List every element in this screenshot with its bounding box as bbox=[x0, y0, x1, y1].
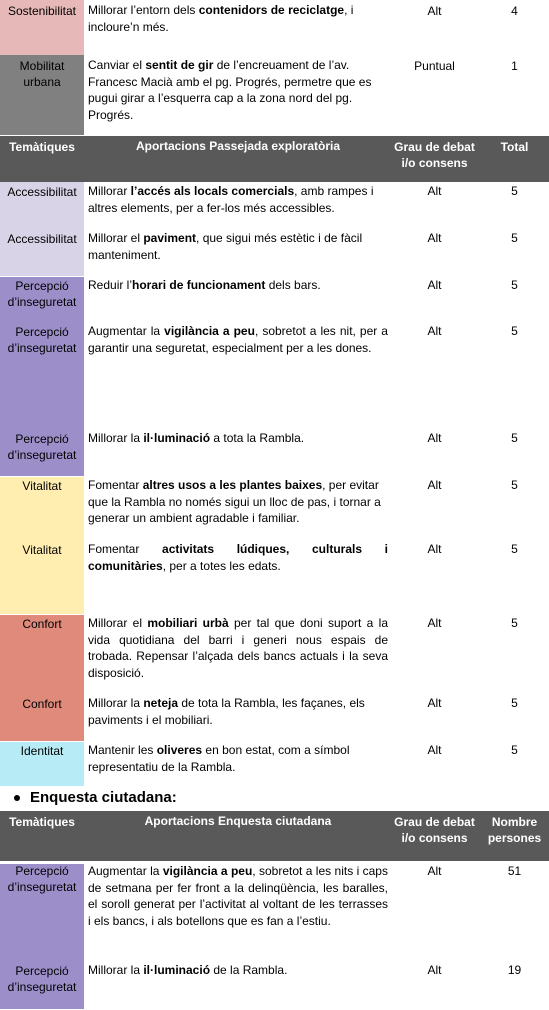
header-grau: Grau de debat i/o consens bbox=[394, 140, 475, 170]
nombre-value: 19 bbox=[507, 963, 522, 977]
grau-value: Alt bbox=[427, 431, 442, 445]
total-value: 5 bbox=[511, 743, 518, 757]
grau-value: Alt bbox=[427, 963, 442, 977]
table-header bbox=[0, 136, 549, 182]
header-tematiques: Temàtiques bbox=[0, 136, 84, 182]
table-header bbox=[0, 811, 549, 861]
aportacio-text: Millorar el mobiliari urbà per tal que doni suport a la vida quotidiana del barri i generi nous espais de trobada. Repensar l’alçada dels bancs actuals i la seva disposició. bbox=[88, 616, 389, 680]
aportacio-text: Millorar el paviment, que sigui més estètic i de fàcil manteniment. bbox=[88, 231, 363, 262]
tematica-label: Accessibilitat bbox=[7, 185, 77, 199]
grau-value: Alt bbox=[427, 478, 442, 492]
total-value: 5 bbox=[511, 542, 518, 556]
tematica-label: Confort bbox=[22, 697, 62, 711]
tematica-label: Percepció d’inseguretat bbox=[7, 864, 77, 894]
grau-value: Alt bbox=[427, 542, 442, 556]
total-value: 5 bbox=[511, 478, 518, 492]
header-grau: Grau de debat i/o consens bbox=[394, 815, 475, 845]
aportacio-text: Millorar la il·luminació a tota la Rambla. bbox=[88, 431, 305, 445]
total-value: 5 bbox=[511, 184, 518, 198]
confort-block bbox=[0, 615, 84, 741]
total-value: 5 bbox=[511, 616, 518, 630]
aportacio-text: Fomentar activitats lúdiques, culturals i comunitàries, per a totes les edats. bbox=[88, 542, 389, 573]
aportacio-text: Mantenir les oliveres en bon estat, com a símbol representatiu de la Rambla. bbox=[88, 743, 350, 774]
aportacio-text: Millorar la neteja de tota la Rambla, les façanes, els paviments i el mobiliari. bbox=[88, 696, 365, 727]
header-nombre: Nombre persones bbox=[487, 815, 542, 845]
aportacio-text: Augmentar la vigilància a peu, sobretot a les nits i caps de setmana per fer front a la delinqüència, les baralles, el soroll generat per l’activitat al voltant de les terrasses i els bancs, i als botellons que es fan a l’estiu. bbox=[88, 864, 388, 928]
header-aportacions: Aportacions Enquesta ciutadana bbox=[144, 814, 332, 828]
grau-value: Alt bbox=[427, 696, 442, 710]
tematica-label: Identitat bbox=[20, 744, 64, 758]
total-value: 5 bbox=[511, 278, 518, 292]
header-aportacions: Aportacions Passejada exploratòria bbox=[135, 139, 341, 153]
aportacio-text: Millorar la il·luminació de la Rambla. bbox=[88, 963, 288, 977]
aportacio-text: Reduir l’horari de funcionament dels bars. bbox=[88, 278, 321, 292]
grau-value: Alt bbox=[427, 743, 442, 757]
total-value: 5 bbox=[511, 696, 518, 710]
tematica-cell: Mobilitat urbana bbox=[0, 55, 84, 135]
header-total: Total bbox=[500, 140, 529, 154]
tematica-label: Vitalitat bbox=[22, 543, 62, 557]
tematica-label: Vitalitat bbox=[22, 479, 62, 493]
grau-value: Alt bbox=[427, 231, 442, 245]
table-row bbox=[0, 0, 549, 55]
tematica-label: Percepció d’inseguretat bbox=[7, 279, 77, 309]
tematica-cell: Sostenibilitat bbox=[0, 0, 84, 55]
aportacio-cell: Canviar el sentit de gir de l’encreuament de l’av. Francesc Macià amb el pg. Progrés, permetre que es pugui girar a l’esquerra cap a la zona nord del pg. Progrés. bbox=[88, 58, 372, 122]
tematica-label: Percepció d’inseguretat bbox=[7, 964, 77, 994]
tematica-label: Percepció d’inseguretat bbox=[7, 432, 77, 462]
total-value: 5 bbox=[511, 431, 518, 445]
section-heading: Enquesta ciutadana: bbox=[14, 789, 177, 806]
nombre-value: 51 bbox=[507, 864, 522, 878]
grau-value: Alt bbox=[427, 184, 442, 198]
total-value: 5 bbox=[511, 324, 518, 338]
grau-value: Alt bbox=[427, 616, 442, 630]
total-cell: 4 bbox=[511, 4, 518, 18]
tematica-label: Accessibilitat bbox=[7, 232, 77, 246]
grau-cell: Puntual bbox=[414, 59, 455, 73]
grau-value: Alt bbox=[427, 278, 442, 292]
aportacio-text: Millorar l’accés als locals comercials, amb rampes i altres elements, per a fer-los més accessibles. bbox=[88, 184, 374, 215]
table-row bbox=[0, 55, 549, 135]
aportacio-cell: Millorar l’entorn dels contenidors de reciclatge, i incloure’n més. bbox=[88, 3, 354, 34]
aportacio-text: Fomentar altres usos a les plantes baixes, per evitar que la Rambla no només sigui un lloc de pas, i tornar a generar un ambient agradable i familiar. bbox=[88, 478, 381, 525]
grau-value: Alt bbox=[427, 864, 442, 878]
total-value: 5 bbox=[511, 231, 518, 245]
bullet-icon bbox=[14, 795, 20, 801]
total-cell: 1 bbox=[511, 59, 518, 73]
tematica-label: Confort bbox=[22, 617, 62, 631]
header-tematiques: Temàtiques bbox=[0, 811, 84, 861]
tematica-label: Percepció d’inseguretat bbox=[7, 325, 77, 355]
grau-value: Alt bbox=[427, 324, 442, 338]
aportacio-text: Augmentar la vigilància a peu, sobretot a les nit, per a garantir una seguretat, especialment per a les dones. bbox=[88, 324, 388, 355]
grau-cell: Alt bbox=[427, 4, 442, 18]
